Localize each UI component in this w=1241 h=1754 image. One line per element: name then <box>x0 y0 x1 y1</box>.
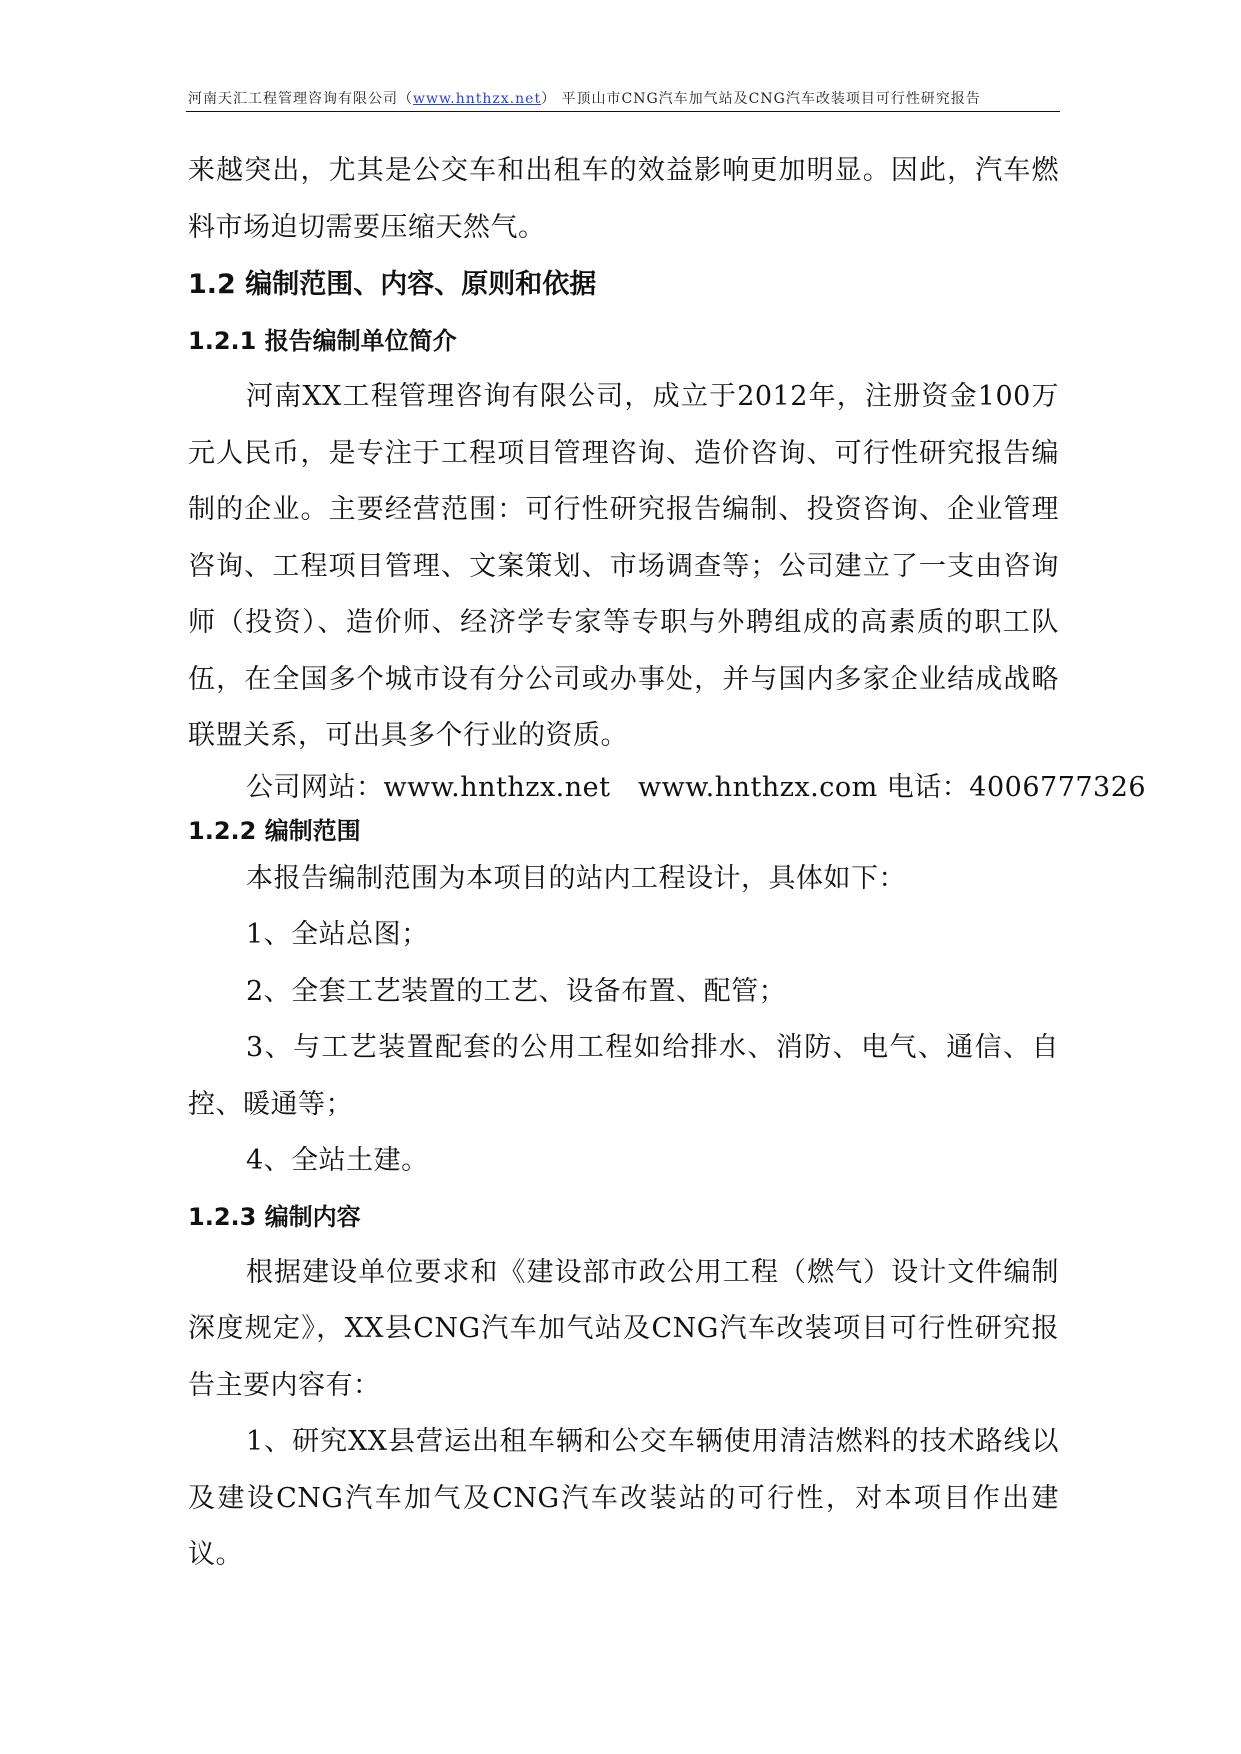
content-item: 1、研究XX县营运出租车辆和公交车辆使用清洁燃料的技术路线以及建设CNG汽车加气及CNG汽车改装站的可行性，对本项目作出建议。 <box>188 1426 1059 1570</box>
header-prefix: 河南天汇工程管理咨询有限公司（ <box>188 91 413 107</box>
company-website-line: 公司网站：www.hnthzx.net www.hnthzx.com 电话：4006777326 <box>246 771 1147 803</box>
company-intro-paragraph: 河南XX工程管理咨询有限公司，成立于2012年，注册资金100万元人民币，是专注于工程项目管理咨询、造价咨询、可行性研究报告编制的企业。主要经营范围：可行性研究报告编制、投资咨询、企业管理咨询、工程项目管理、文案策划、市场调查等；公司建立了一支由咨询师（投资）、造价师、经济学专家等专职与外聘组成的高素质的职工队伍，在全国多个城市设有分公司或办事处，并与国内多家企业结成战略联盟关系，可出具多个行业的资质。 <box>188 381 1059 751</box>
intro-paragraph: 来越突出，尤其是公交车和出租车的效益影响更加明显。因此，汽车燃料市场迫切需要压缩天然气。 <box>188 155 1059 243</box>
scope-intro-paragraph: 本报告编制范围为本项目的站内工程设计，具体如下： <box>246 862 906 894</box>
content-intro-paragraph: 根据建设单位要求和《建设部市政公用工程（燃气）设计文件编制深度规定》，XX县CNG汽车加气站及CNG汽车改装项目可行性研究报告主要内容有： <box>188 1256 1059 1401</box>
scope-item: 4、全站土建。 <box>246 1145 429 1176</box>
section-heading-1-2-1: 1.2.1 报告编制单位简介 <box>188 327 457 355</box>
scope-item: 3、与工艺装置配套的公用工程如给排水、消防、电气、通信、自控、暖通等； <box>188 1032 1059 1120</box>
scope-item: 1、全站总图； <box>246 919 429 950</box>
scope-item: 2、全套工艺装置的工艺、设备布置、配管； <box>246 975 787 1007</box>
header-rule <box>186 111 1060 112</box>
section-heading-1-2-2: 1.2.2 编制范围 <box>188 816 361 845</box>
document-body <box>188 143 1147 1584</box>
running-header <box>188 88 1059 108</box>
section-heading-1-2-3: 1.2.3 编制内容 <box>188 1202 361 1231</box>
section-heading-1-2: 1.2 编制范围、内容、原则和依据 <box>188 269 597 300</box>
header-website-link[interactable]: www.hnthzx.net <box>413 91 542 107</box>
header-report-title: ） 平顶山市CNG汽车加气站及CNG汽车改装项目可行性研究报告 <box>541 91 981 107</box>
